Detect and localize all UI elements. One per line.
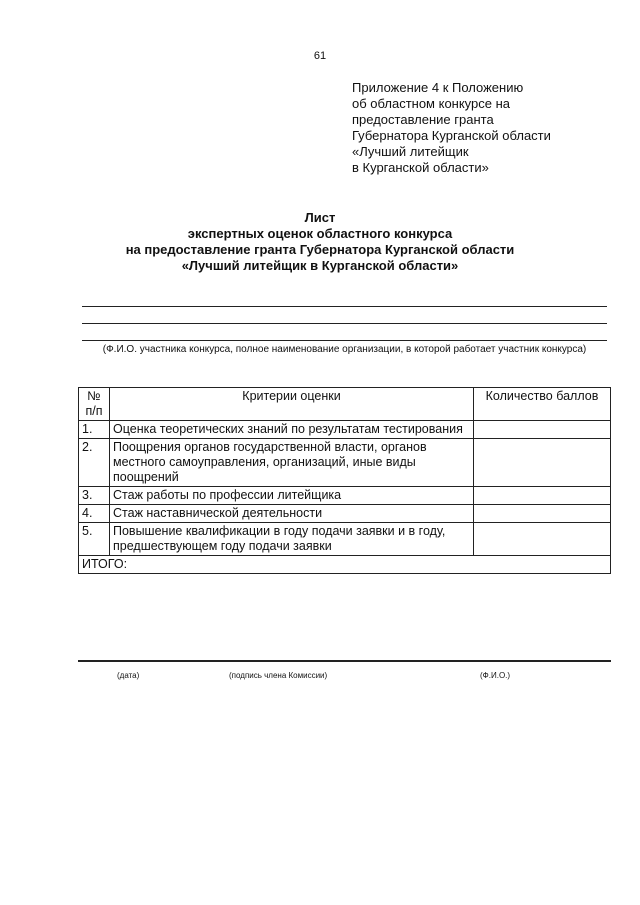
title-line: экспертных оценок областного конкурса xyxy=(187,226,453,241)
row-points-cell[interactable] xyxy=(474,523,611,556)
date-caption: (дата) xyxy=(117,671,140,680)
table-header-row xyxy=(79,388,611,421)
title-line: на предоставление гранта Губернатора Курганской области xyxy=(125,242,515,257)
appendix-line: Губернатора Курганской области xyxy=(352,128,551,143)
signature-line xyxy=(78,660,611,662)
participant-caption: (Ф.И.О. участника конкурса, полное наименование организации, в которой работает участник конкурса) xyxy=(102,344,587,355)
appendix-note xyxy=(352,80,612,176)
table-row xyxy=(79,421,611,439)
table-row xyxy=(79,523,611,556)
header-num: № п/п xyxy=(79,388,110,421)
row-num: 4. xyxy=(79,505,110,523)
appendix-line: в Курганской области» xyxy=(352,160,489,175)
row-num: 5. xyxy=(79,523,110,556)
row-criterion: Стаж работы по профессии литейщика xyxy=(110,487,474,505)
row-num: 1. xyxy=(79,421,110,439)
participant-fill-line xyxy=(82,306,607,307)
row-num: 3. xyxy=(79,487,110,505)
name-caption: (Ф.И.О.) xyxy=(480,671,511,680)
row-criterion: Поощрения органов государственной власти, органов местного самоуправления, организаций, иные виды поощрений xyxy=(110,439,474,487)
row-points-cell[interactable] xyxy=(474,487,611,505)
row-points-cell[interactable] xyxy=(474,439,611,487)
row-criterion: Повышение квалификации в году подачи заявки и в году, предшествующем году подачи заявки xyxy=(110,523,474,556)
appendix-line: Приложение 4 к Положению xyxy=(352,80,524,95)
header-points: Количество баллов xyxy=(474,388,611,421)
row-points-cell[interactable] xyxy=(474,421,611,439)
participant-fill-line xyxy=(82,323,607,324)
criteria-table xyxy=(78,387,611,574)
table-row xyxy=(79,505,611,523)
row-num: 2. xyxy=(79,439,110,487)
signature-caption: (подпись члена Комиссии) xyxy=(229,671,328,680)
document-title xyxy=(0,210,640,274)
appendix-line: об областном конкурсе на xyxy=(352,96,511,111)
participant-fill-line xyxy=(82,340,607,341)
title-line: Лист xyxy=(304,210,336,225)
row-criterion: Стаж наставнической деятельности xyxy=(110,505,474,523)
table-row xyxy=(79,439,611,487)
table-row xyxy=(79,487,611,505)
row-criterion: Оценка теоретических знаний по результатам тестирования xyxy=(110,421,474,439)
header-criteria: Критерии оценки xyxy=(110,388,474,421)
total-label: ИТОГО: xyxy=(79,556,611,574)
appendix-line: предоставление гранта xyxy=(352,112,494,127)
title-line: «Лучший литейщик в Курганской области» xyxy=(181,258,459,273)
table-total-row xyxy=(79,556,611,574)
appendix-line: «Лучший литейщик xyxy=(352,144,469,159)
page-number: 61 xyxy=(313,50,327,62)
row-points-cell[interactable] xyxy=(474,505,611,523)
